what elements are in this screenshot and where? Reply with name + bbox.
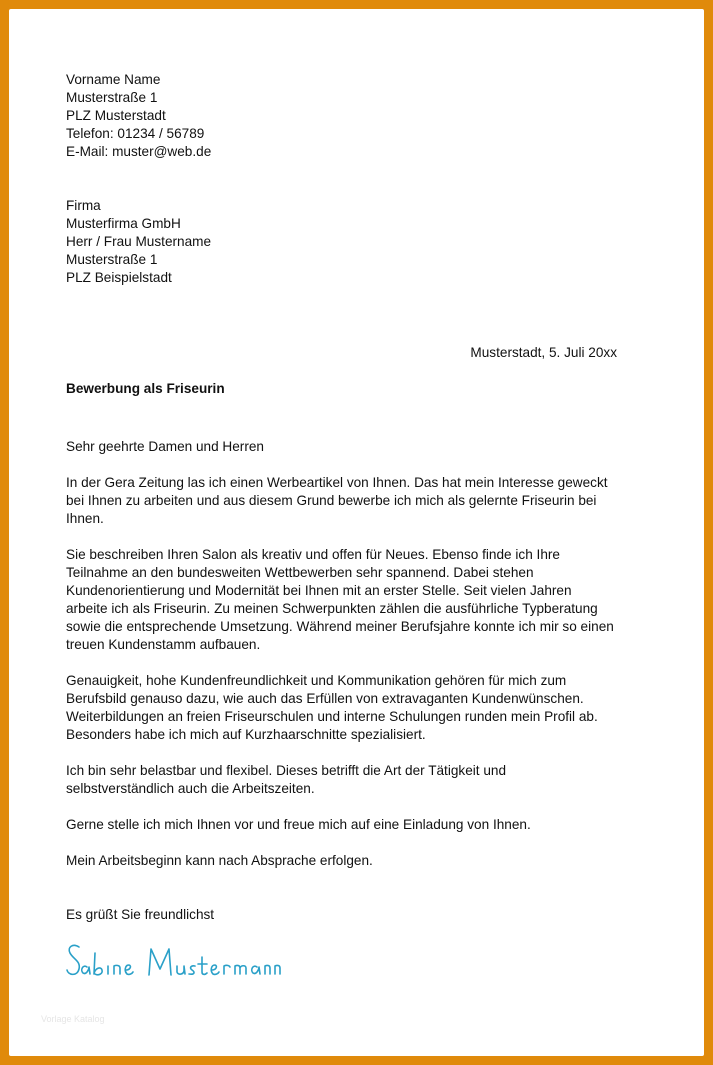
sender-phone: Telefon: 01234 / 56789 xyxy=(66,126,205,141)
signature-image xyxy=(65,937,285,987)
paragraph-line: selbstverständlich auch die Arbeitszeiten. xyxy=(66,781,315,796)
paragraph-line: In der Gera Zeitung las ich einen Werbeartikel von Ihnen. Das hat mein Interesse geweckt xyxy=(66,475,608,490)
recipient-street: Musterstraße 1 xyxy=(66,252,158,267)
salutation-line: Sehr geehrte Damen und Herren xyxy=(66,439,264,454)
paragraph-line: Gerne stelle ich mich Ihnen vor und freue mich auf eine Einladung von Ihnen. xyxy=(66,817,531,832)
paragraph-6 xyxy=(66,852,646,870)
salutation xyxy=(66,438,646,456)
sender-name: Vorname Name xyxy=(66,72,161,87)
paragraph-2 xyxy=(66,546,646,654)
paragraph-line: Mein Arbeitsbeginn kann nach Absprache erfolgen. xyxy=(66,853,373,868)
watermark-text: Vorlage Katalog xyxy=(41,1014,105,1024)
paragraph-line: sowie die entsprechende Umsetzung. Während meiner Berufsjahre konnte ich mir so einen xyxy=(66,619,614,634)
recipient-address xyxy=(66,197,211,287)
paragraph-line: Berufsbild genauso dazu, wie auch das Erfüllen von extravaganten Kundenwünschen. xyxy=(66,691,584,706)
paragraph-5 xyxy=(66,816,646,834)
letter-subject: Bewerbung als Friseurin xyxy=(66,381,225,396)
paragraph-line: Ihnen. xyxy=(66,511,104,526)
paragraph-line: Sie beschreiben Ihren Salon als kreativ und offen für Neues. Ebenso finde ich Ihre xyxy=(66,547,560,562)
recipient-company-label: Firma xyxy=(66,198,101,213)
paragraph-line: arbeite ich als Friseurin. Zu meinen Schwerpunkten zählen die ausführliche Typberatung xyxy=(66,601,598,616)
sender-address xyxy=(66,71,211,161)
sender-city: PLZ Musterstadt xyxy=(66,108,166,123)
paragraph-line: bei Ihnen zu arbeiten und aus diesem Grund bewerbe ich mich als gelernte Friseurin bei xyxy=(66,493,597,508)
paragraph-line: treuen Kundenstamm aufbauen. xyxy=(66,637,261,652)
paragraph-line: Genauigkeit, hohe Kundenfreundlichkeit und Kommunikation gehören für mich zum xyxy=(66,673,567,688)
recipient-city: PLZ Beispielstadt xyxy=(66,270,172,285)
closing xyxy=(66,906,646,924)
letter-page xyxy=(9,9,704,1056)
letter-body xyxy=(66,438,646,942)
paragraph-line: Besonders habe ich mich auf Kurzhaarschnitte spezialisiert. xyxy=(66,727,426,742)
recipient-company: Musterfirma GmbH xyxy=(66,216,181,231)
closing-line: Es grüßt Sie freundlichst xyxy=(66,907,215,922)
paragraph-4 xyxy=(66,762,646,798)
paragraph-line: Kundenorientierung und Modernität bei Ihnen mit an erster Stelle. Seit vielen Jahren xyxy=(66,583,572,598)
sender-street: Musterstraße 1 xyxy=(66,90,158,105)
sender-email: E-Mail: muster@web.de xyxy=(66,144,212,159)
paragraph-line: Teilnahme an den bundesweiten Wettbewerben sehr spannend. Dabei stehen xyxy=(66,565,534,580)
paragraph-line: Ich bin sehr belastbar und flexibel. Dieses betrifft die Art der Tätigkeit und xyxy=(66,763,507,778)
paragraph-3 xyxy=(66,672,646,744)
letter-date: Musterstadt, 5. Juli 20xx xyxy=(470,345,617,360)
recipient-contact: Herr / Frau Mustername xyxy=(66,234,212,249)
paragraph-1 xyxy=(66,474,646,528)
paragraph-line: Weiterbildungen an freien Friseurschulen und interne Schulungen runden mein Profil ab. xyxy=(66,709,598,724)
